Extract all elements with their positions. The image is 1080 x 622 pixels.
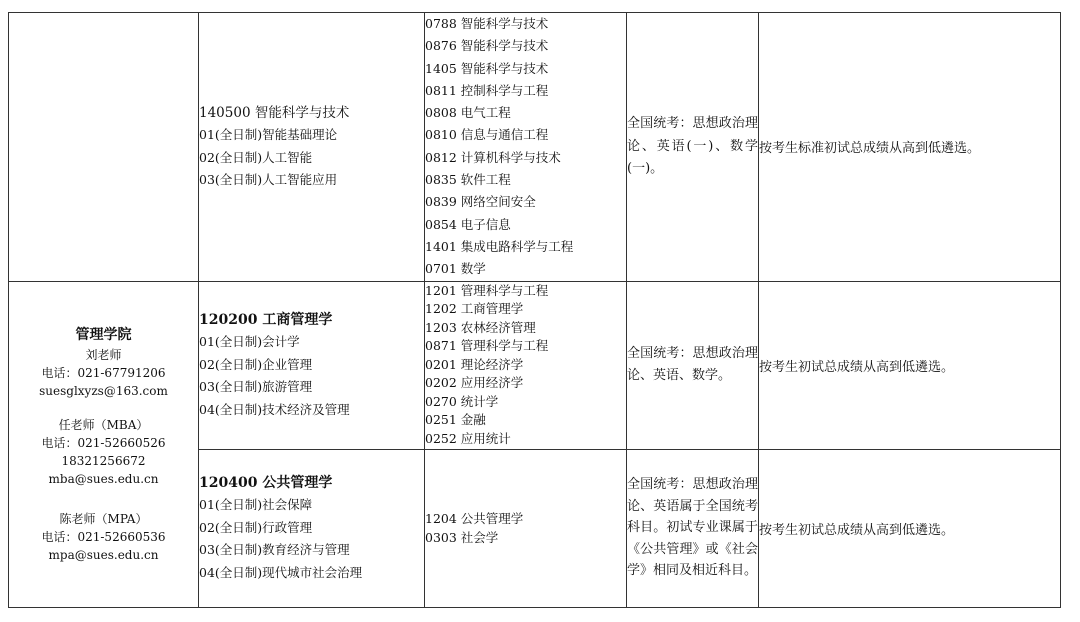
major-code: 1204 公共管理学: [425, 511, 524, 527]
major-code: 1401 集成电路科学与工程: [425, 238, 574, 254]
admissions-table: [8, 12, 1061, 608]
direction-item: 04(全日制)现代城市社会治理: [199, 564, 363, 580]
major-code: 1202 工商管理学: [425, 301, 524, 317]
major-code: 0810 信息与通信工程: [425, 127, 549, 143]
program-title: 120200 工商管理学: [199, 312, 333, 329]
exam-requirement: 全国统考：思想政治理论、英语、数学。: [627, 281, 759, 449]
major-code: 0251 金融: [425, 412, 486, 428]
contact-teacher: 陈老师（MPA）: [59, 512, 148, 527]
major-code: 0808 电气工程: [425, 105, 511, 121]
major-code: 0876 智能科学与技术: [425, 38, 549, 54]
contact-phone: 电话：021-67791206: [41, 366, 166, 381]
program-cell: [199, 281, 425, 449]
accepted-majors-cell: [425, 449, 627, 607]
major-code: 1201 管理科学与工程: [425, 282, 549, 298]
contact-email[interactable]: mpa@sues.edu.cn: [48, 548, 159, 563]
major-code: 0835 软件工程: [425, 172, 511, 188]
major-code: 0788 智能科学与技术: [425, 16, 549, 31]
direction-item: 02(全日制)行政管理: [199, 519, 313, 535]
college-cell-empty: [9, 13, 199, 282]
major-code: 1405 智能科学与技术: [425, 60, 549, 76]
selection-rule: 按考生初试总成绩从高到低遴选。: [759, 449, 1061, 607]
major-code: 0839 网络空间安全: [425, 194, 536, 210]
contact-phone: 电话：021-52660526: [41, 436, 166, 451]
program-title: 140500 智能科学与技术: [199, 105, 350, 122]
major-code: 1203 农林经济管理: [425, 319, 536, 335]
major-code: 0270 统计学: [425, 393, 499, 409]
major-code: 0701 数学: [425, 261, 486, 277]
direction-item: 02(全日制)企业管理: [199, 356, 313, 372]
program-cell: [199, 449, 425, 607]
program-title: 120400 公共管理学: [199, 475, 333, 492]
selection-rule: 按考生标准初试总成绩从高到低遴选。: [759, 13, 1061, 282]
major-code: 0812 计算机科学与技术: [425, 149, 561, 165]
direction-item: 04(全日制)技术经济及管理: [199, 401, 350, 417]
major-code: 0201 理论经济学: [425, 356, 524, 372]
contact-mobile: 18321256672: [61, 454, 146, 469]
major-code: 0871 管理科学与工程: [425, 338, 549, 354]
selection-rule: 按考生初试总成绩从高到低遴选。: [759, 281, 1061, 449]
major-code: 0303 社会学: [425, 530, 499, 546]
major-code: 0854 电子信息: [425, 216, 511, 232]
direction-item: 02(全日制)人工智能: [199, 149, 313, 165]
major-code: 0811 控制科学与工程: [425, 82, 549, 98]
contact-email[interactable]: mba@sues.edu.cn: [48, 472, 159, 487]
contact-teacher: 刘老师: [85, 348, 122, 363]
contact-phone: 电话：021-52660536: [41, 530, 166, 545]
major-code: 0202 应用经济学: [425, 375, 524, 391]
exam-requirement: 全国统考：思想政治理论、英语属于全国统考科目。初试专业课属于《公共管理》或《社会学》相同及相近科目。: [627, 449, 759, 607]
direction-item: 03(全日制)人工智能应用: [199, 172, 338, 188]
exam-requirement: 全国统考：思想政治理论、英语(一)、数学(一)。: [627, 13, 759, 282]
major-code: 0252 应用统计: [425, 430, 511, 446]
table-row: [9, 281, 1061, 449]
accepted-majors-cell: [425, 281, 627, 449]
direction-item: 01(全日制)智能基础理论: [199, 127, 338, 143]
contact-teacher: 任老师（MBA）: [58, 418, 149, 433]
accepted-majors-cell: [425, 13, 627, 282]
direction-item: 03(全日制)教育经济与管理: [199, 542, 350, 558]
college-name: 管理学院: [75, 327, 132, 344]
direction-item: 01(全日制)社会保障: [199, 497, 313, 513]
college-contact-cell: [9, 281, 199, 607]
program-cell: [199, 13, 425, 282]
contact-email[interactable]: suesglxyzs@163.com: [39, 384, 168, 399]
table-row: [9, 13, 1061, 282]
direction-item: 03(全日制)旅游管理: [199, 379, 313, 395]
direction-item: 01(全日制)会计学: [199, 334, 300, 350]
